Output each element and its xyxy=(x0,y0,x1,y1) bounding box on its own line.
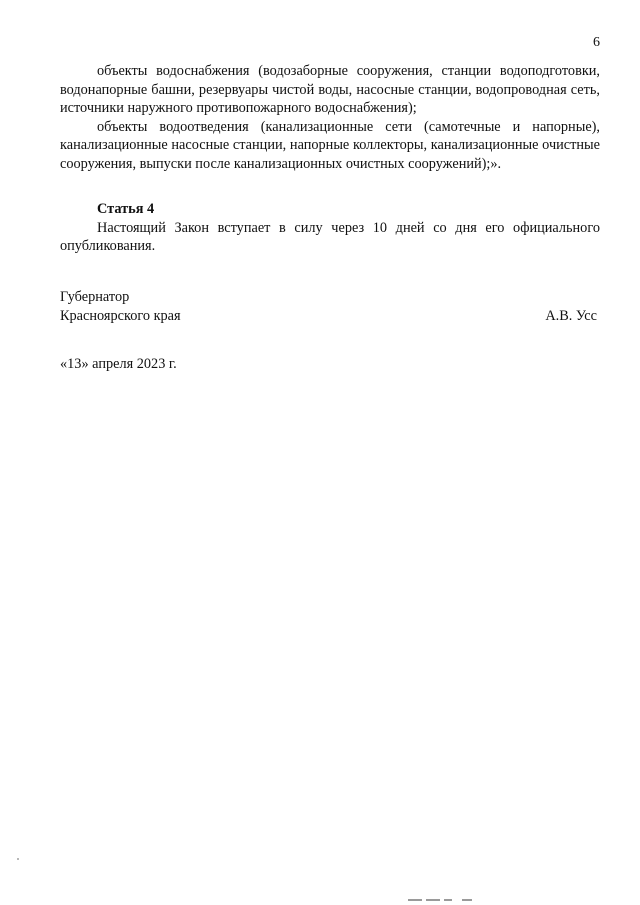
document-body xyxy=(60,62,600,256)
signatory-region: Красноярского края xyxy=(60,308,181,324)
page-number: 6 xyxy=(593,35,600,50)
footer-scan-mark xyxy=(408,899,474,902)
scan-artifact xyxy=(17,858,19,860)
paragraph-wastewater: объекты водоотведения (канализационные сети (самотечные и напорные), канализационные насосные станции, напорные коллекторы, канализационные очистные сооружения, выпуски после канализационных очистных сооружений);». xyxy=(60,118,600,172)
article-heading: Статья 4 xyxy=(97,201,155,217)
signature-row xyxy=(60,307,597,326)
document-date: «13» апреля 2023 г. xyxy=(60,356,177,372)
paragraph-water-supply: объекты водоснабжения (водозаборные сооружения, станции водоподготовки, водонапорные башни, резервуары чистой воды, насосные станции, водопроводная сеть, источники наружного противопожарного водоснабжения); xyxy=(60,63,600,116)
signature-block xyxy=(60,288,597,326)
article-text: Настоящий Закон вступает в силу через 10 дней со дня его официального опубликования. xyxy=(60,219,600,254)
signatory-name: А.В. Усс xyxy=(545,308,597,324)
signatory-title: Губернатор xyxy=(60,289,130,305)
